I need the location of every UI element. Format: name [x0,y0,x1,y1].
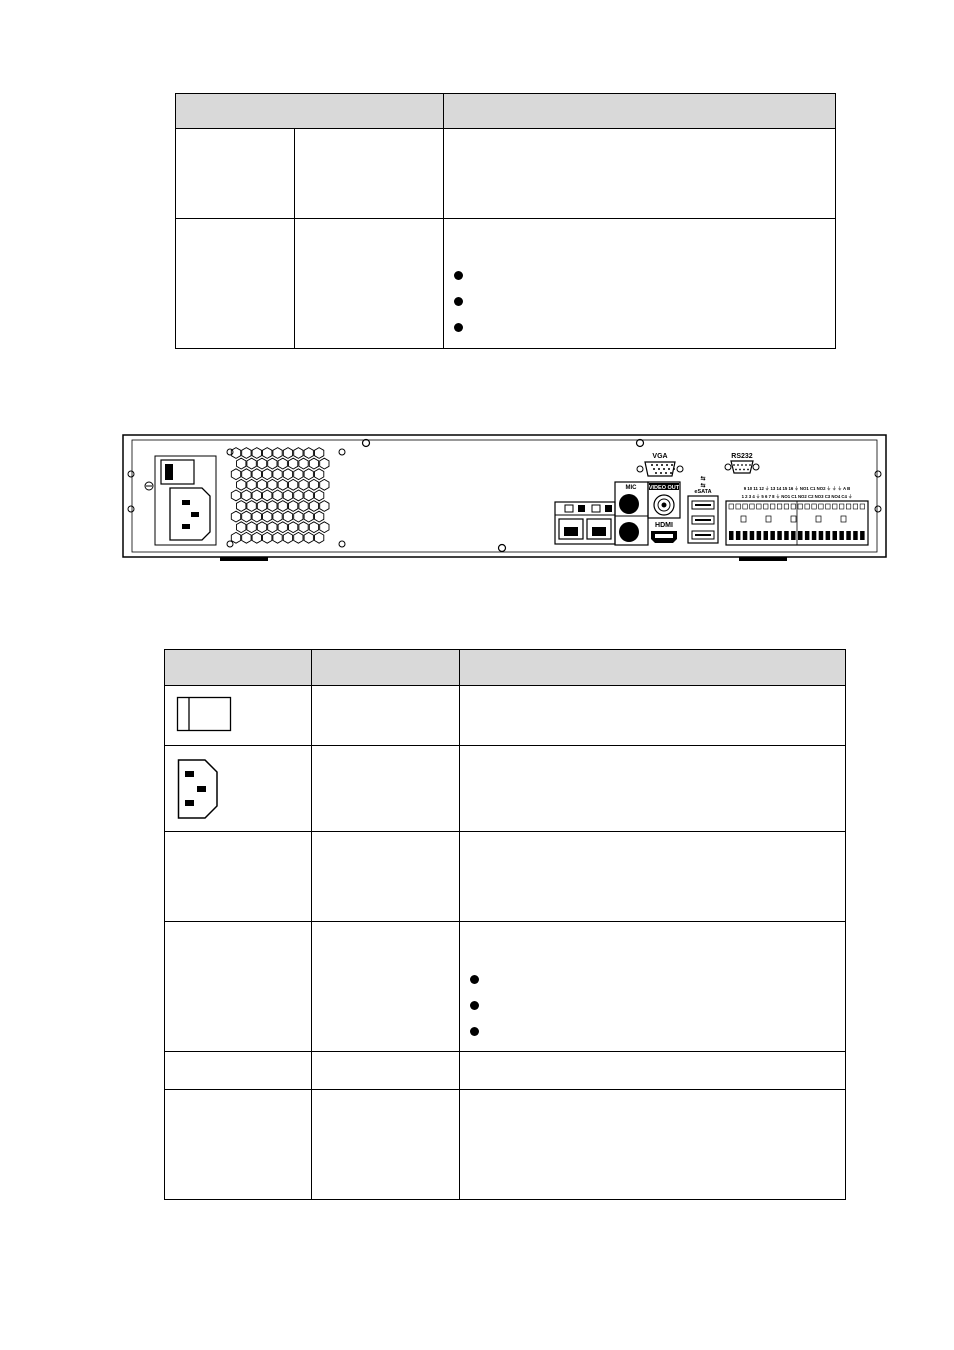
table-cell [460,746,846,832]
table-cell [444,219,836,349]
bullet-list [444,263,835,341]
table-cell [312,686,460,746]
table-row [176,219,836,349]
table-cell [165,922,312,1052]
terminal-screw [853,531,858,540]
svg-text:⇆: ⇆ [700,476,706,482]
table-cell [460,832,846,922]
bullet-item [444,289,835,315]
table-cell [165,1090,312,1200]
vga-pin [665,472,667,474]
rs232-pin [735,469,737,471]
left-foot [220,557,268,561]
top-table [175,93,836,349]
mic-out-port [619,522,639,542]
bottom-table [164,649,846,1200]
svg-text:⇆: ⇆ [700,483,706,489]
rs232-pin [737,464,739,466]
bullet-item [444,315,835,341]
rear-panel-figure [118,432,893,567]
terminal-screw [860,531,865,540]
vga-pin [653,468,655,470]
table-row [165,686,846,746]
mic-in-port [619,494,639,514]
right-foot [739,557,787,561]
vga-pin [658,468,660,470]
hdmi-label: HDMI [655,522,673,529]
vga-pin [666,464,668,466]
terminal-screw [805,531,810,540]
terminal-screw [798,531,803,540]
terminal-screw [777,531,782,540]
bottom-table-header-row [165,650,846,686]
table-row [165,832,846,922]
vga-label: VGA [652,453,668,460]
top-table-header-row [176,94,836,129]
terminal-screw [819,531,824,540]
vga-pin [670,472,672,474]
table-row [165,1052,846,1090]
table-cell [444,129,836,219]
vga-pin [671,464,673,466]
vga-pin [663,468,665,470]
table-row [165,922,846,1052]
rs232-pin [745,464,747,466]
terminal-screw [770,531,775,540]
bottom-table-header-cell [460,650,846,686]
table-cell [165,832,312,922]
rs232-pin [733,464,735,466]
cell-text [460,922,845,967]
vga-pin [661,464,663,466]
table-cell [460,686,846,746]
alarm-bottom-labels: 1 2 3 4 ⏚ 5 6 7 8 ⏚ NO1 C1 NO2 C2 NO3 C3 NO4 C4 ⏚ [741,494,853,499]
terminal-screw [839,531,844,540]
bullet-item [444,263,835,289]
video-out-label: VIDEO OUT [648,485,680,491]
table-cell [295,219,444,349]
bullet-item [460,967,845,993]
table-cell [312,832,460,922]
table-row [176,129,836,219]
table-cell [165,686,312,746]
rs232-pin [743,469,745,471]
vga-pin [655,472,657,474]
vga-pin [651,464,653,466]
bullet-list [460,967,845,1045]
top-table-header-cell [444,94,836,129]
rs232-label: RS232 [731,453,753,460]
terminal-screw [826,531,831,540]
terminal-screw [846,531,851,540]
table-cell [176,219,295,349]
table-cell [165,1052,312,1090]
vga-pin [668,468,670,470]
top-table-header-cell [176,94,444,129]
table-cell [165,746,312,832]
cell-text [444,219,835,263]
terminal-screw [812,531,817,540]
bottom-table-header-cell [312,650,460,686]
rs232-pin [749,464,751,466]
rs232-pin [747,469,749,471]
power-socket-icon [177,758,225,824]
table-cell [460,1090,846,1200]
vga-pin [660,472,662,474]
table-row [165,746,846,832]
table-cell [312,1052,460,1090]
power-switch-icon [176,696,236,738]
alarm-top-labels: 9 10 11 12 ⏚ 13 14 15 16 ⏚ NO1 C1 NO2 ⏚ ⏚ ⏚ A B [743,486,851,491]
terminal-screw [743,531,748,540]
bullet-item [460,1019,845,1045]
vga-pin [673,468,675,470]
terminal-screw [750,531,755,540]
rs232-pin [739,469,741,471]
terminal-screw [729,531,734,540]
terminal-screw [833,531,838,540]
terminal-screw [784,531,789,540]
vga-pin [656,464,658,466]
rs232-pin [741,464,743,466]
mic-label: MIC [625,485,637,491]
bottom-table-header-cell [165,650,312,686]
table-cell [312,922,460,1052]
table-cell [176,129,295,219]
table-cell [460,1052,846,1090]
terminal-screw [791,531,796,540]
table-row [165,1090,846,1200]
table-cell [312,1090,460,1200]
bullet-item [460,993,845,1019]
table-cell [312,746,460,832]
terminal-screw [736,531,741,540]
terminal-screw [764,531,769,540]
table-cell [460,922,846,1052]
terminal-screw [757,531,762,540]
esata-label: eSATA [694,489,712,495]
table-cell [295,129,444,219]
